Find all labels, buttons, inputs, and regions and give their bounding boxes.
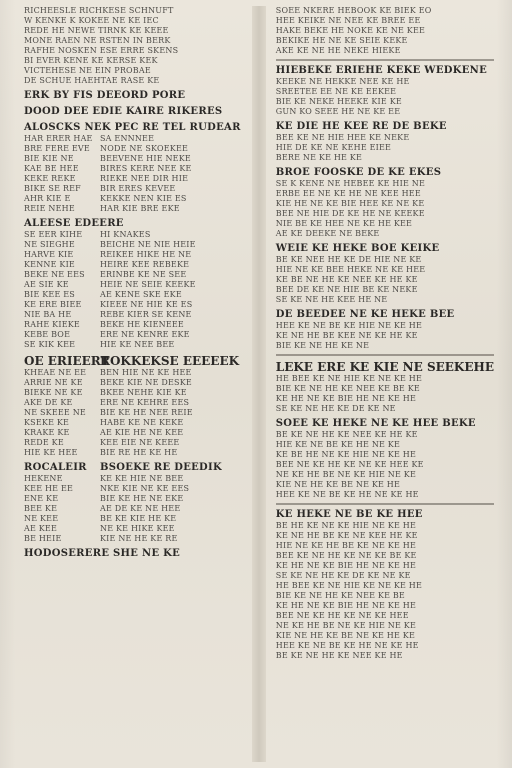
text-line: KIEEE NE HIE KE ES [100, 300, 193, 309]
narrow-column [24, 230, 92, 350]
text-line: KEKE REKE [24, 174, 76, 183]
text-line: GUN KO SEEE HE NE KE EE [275, 107, 401, 116]
book-gutter [252, 6, 266, 762]
text-line: BEKE KIE NE DESKE [100, 378, 192, 387]
text-line: NIE BE KE HEE NE KE HE KEE [275, 219, 413, 228]
text-line: SOEE NKERE HEBOOK KE BIEK EO [275, 6, 432, 15]
text-line: SE KE NE HE KE DE KE NE [275, 404, 396, 413]
text-line: MONE RAEN NE RSTEN IN BERK [24, 36, 171, 45]
wide-column [100, 350, 244, 368]
text-line: BE KE NEE HE KE DE HIE NE KE [275, 255, 422, 264]
text-line: KEBE BOE [24, 330, 71, 339]
text-line: HIE KE NE BE KE HE NE KE [275, 440, 401, 449]
text-line: REIKEE HIKE HE NE [100, 250, 192, 259]
text-line: KE KE HIE NE BEE [100, 474, 184, 483]
text-line: HEIRE KEE REBEKE [100, 260, 190, 269]
text-line: BEE DE KE NE HIE BE KE NEKE [275, 285, 418, 294]
text-line: HIE KE NEE BEE [100, 340, 175, 349]
text-line: BIRES KERE NEE KE [100, 164, 192, 173]
text-line: KEEKE NE HEKKE NEE KE HE [275, 77, 410, 86]
section-heading: KE DIE HE KEE RE DE BEKE [275, 121, 447, 132]
text-line: HEE KEIKE NE NEE KE BREE EE [275, 16, 421, 25]
section-heading: ERK BY FIS DEEORD PORE [24, 90, 186, 101]
spread [8, 6, 504, 762]
text-line: KIE HE NE KE BIE HEE KE NE KE [275, 199, 425, 208]
section-heading: ALEESE EDEERE [24, 218, 124, 229]
text-line: HIE KE HEE [24, 448, 78, 457]
divider [276, 354, 494, 356]
text-line: REDE KE [24, 438, 64, 447]
text-line: AE KE DEEKE NE BEKE [275, 229, 380, 238]
text-line: RICHEESLE RICHKESE SCHNUFT [24, 6, 174, 15]
section-heading: HODOSERERE SHE NE KE [24, 548, 181, 559]
text-line: SE KE NE HE KE DE KE NE KE [275, 571, 411, 580]
text-line: RAFHE NOSKEN ESE ERRE SKENS [24, 46, 179, 55]
text-line: AE DE KE NE HEE [100, 504, 181, 513]
narrow-column [24, 458, 92, 474]
left-page [8, 6, 252, 762]
text-line: SA ENNNEE [100, 134, 155, 143]
text-line: REDE HE NEWE TIRNK KE KEEE [24, 26, 169, 35]
text-line: ERE NE KEHRE EES [100, 398, 190, 407]
text-line: BIEKE NE KE [24, 388, 83, 397]
text-line: BIKE SE REF [24, 184, 81, 193]
divider [276, 59, 494, 61]
text-line: BIE KIE NE [24, 154, 74, 163]
two-column-headings [24, 350, 244, 368]
text-line: REBE KIER SE KENE [100, 310, 192, 319]
narrow-column [24, 350, 110, 368]
text-line: SE EER KIHE [24, 230, 83, 239]
text-line: HE BEE KE NE HIE KE NE KE HE [275, 581, 423, 590]
text-line: KE NE HE BE KE NE KEE HE KE [275, 531, 418, 540]
text-line: NE SIEGHE [24, 240, 75, 249]
wide-column [100, 458, 244, 474]
text-line: KIE NE HE KE BE NE KE HE KE [275, 631, 415, 640]
text-line: KE HE NE KE BIE HE NE KE HE [275, 601, 416, 610]
narrow-column [24, 474, 92, 544]
text-line: BEEVENE HIE NEKE [100, 154, 191, 163]
text-line: HIE DE KE NE KEHE EIEE [275, 143, 392, 152]
two-column-headings [24, 458, 244, 474]
text-line: BEKIKE HE NE KE SEIE KEKE [275, 36, 408, 45]
text-line: SE KIK KEE [24, 340, 76, 349]
section-heading: DOOD DEE EDIE KAIRE RIKERES [24, 106, 223, 117]
text-line: BIE KE NE HE KE NEE KE BE KE [275, 384, 420, 393]
text-line: HEE KE NE BE KE HE NE KE HE [275, 641, 419, 650]
text-line: KEE HE EE [24, 484, 74, 493]
text-line: BEE NE KE HE KE NE KE HEE [275, 611, 409, 620]
text-line: SE K KENE NE HEBEE KE HIE NE [275, 179, 425, 188]
section-heading: LEKE ERE KE KIE NE SEEKEHE [275, 360, 494, 374]
text-line: BIE KE NE HE KE NEE KE BE [275, 591, 405, 600]
text-line: BKEE NEHE KIE KE [100, 388, 187, 397]
text-line: REIE NEHE [24, 204, 75, 213]
text-line: NKE KIE NE KE EES [100, 484, 190, 493]
text-line: NE KE HE BE NE KE HIE NE KE [275, 621, 417, 630]
text-line: BEE KE NE HE KE NE KE BE KE [275, 551, 417, 560]
text-line: KE BE HE NE KE HIE NE KE HE [275, 450, 416, 459]
text-line: BE HE KE NE KE HIE NE KE HE [275, 521, 416, 530]
text-line: AE KEE [24, 524, 58, 533]
text-line: ENE KE [24, 494, 59, 503]
text-line: AKE DE KE [24, 398, 73, 407]
text-line: KE BE NE HE KE NEE KE HE KE [275, 275, 418, 284]
text-line: HI KNAKES [100, 230, 151, 239]
two-column-block [24, 474, 244, 544]
text-line: BE HEIE [24, 534, 62, 543]
text-line: NE KE HIKE KEE [100, 524, 175, 533]
text-line: NIE BA HE [24, 310, 72, 319]
text-line: SREETEE EE NE KE EEKEE [275, 87, 397, 96]
narrow-column [24, 368, 92, 458]
text-line: HEIE NE SEIE KEEKE [100, 280, 196, 289]
wide-column [100, 230, 244, 350]
text-line: VICTEHESE NE EIN PROBAE [24, 66, 151, 75]
text-line: BEKE HE KIENEEE [100, 320, 184, 329]
text-line: HEKENE [24, 474, 63, 483]
text-line: BEE KE NE HIE HEE KE NEKE [275, 133, 410, 142]
text-line: AE KENE SKE EKE [100, 290, 182, 299]
text-line: BRE FERE EVE [24, 144, 90, 153]
wide-column [100, 474, 244, 544]
section-heading: BSOEKE RE DEEDIK [100, 462, 222, 473]
section-heading: WEIE KE HEKE BOE KEIKE [275, 243, 440, 254]
text-line: BEN HIE NE KE HEE [100, 368, 192, 377]
narrow-column [24, 134, 92, 214]
text-line: HE BEE KE NE HIE KE NE KE HE [275, 374, 423, 383]
two-column-block [24, 134, 244, 214]
text-line: NE KEE [24, 514, 59, 523]
text-line: ERE NE KENRE EKE [100, 330, 190, 339]
section-heading: HIEBEKE ERIEHE KEKE WEDKENE [275, 65, 487, 76]
text-line: ERBE EE NE KE HE NE KEE HEE [275, 189, 421, 198]
text-line: BEE NE HIE DE KE HE NE KEEKE [275, 209, 425, 218]
text-line: RAHE KIEKE [24, 320, 80, 329]
text-line: KE ERE BIEE [24, 300, 82, 309]
left-top-block [24, 6, 244, 86]
text-line: KEKKE NEN KIE ES [100, 194, 187, 203]
section-heading: ROKKEKSE EEEEEK [100, 354, 240, 368]
text-line: AKE KE NE HE NEKE HIEKE [275, 46, 401, 55]
section-heading: OE ERIEERT [24, 354, 110, 368]
text-line: W KENKE K KOKEE NE KE IEC [24, 16, 159, 25]
text-line: KE NE HE BE KEE NE KE HE KE [275, 331, 418, 340]
text-line: BIE KEE ES [24, 290, 75, 299]
text-line: BI EVER KENE KE KERSE KEK [24, 56, 158, 65]
text-line: NE SKEEE NE [24, 408, 86, 417]
section-heading: DE BEEDEE NE KE HEKE BEE [275, 309, 455, 320]
text-line: KENNE KIE [24, 260, 75, 269]
two-column-block [24, 368, 244, 458]
text-line: KSEKE KE [24, 418, 70, 427]
text-line: HARVE KIE [24, 250, 74, 259]
text-line: BIE RE HE KE HE [100, 448, 178, 457]
wide-column [100, 134, 244, 214]
two-column-block [24, 230, 244, 350]
wide-column [100, 368, 244, 458]
text-line: BEKE NE EES [24, 270, 85, 279]
text-line: BEICHE NE NIE HEIE [100, 240, 196, 249]
text-line: AE SIE KE [24, 280, 69, 289]
text-line: KAE BE HEE [24, 164, 79, 173]
text-line: RIEKE NEE DIR HIE [100, 174, 189, 183]
text-line: AE KIE HE NE KEE [100, 428, 184, 437]
text-line: BERE NE KE HE KE [275, 153, 363, 162]
text-line: BIE KE HE NEE REIE [100, 408, 193, 417]
right-page [266, 6, 504, 762]
text-line: HIE NE KE BEE HEKE NE KE HEE [275, 265, 426, 274]
text-line: HAKE BEKE HE NOKE KE NE KEE [275, 26, 426, 35]
section-heading: ROCALEIR [24, 462, 87, 473]
divider [276, 503, 494, 505]
text-line: BEE NE KE HE KE NE KE HEE KE [275, 460, 424, 469]
section-heading: KE HEKE NE BE KE HEE [275, 509, 423, 520]
section-heading: SOEE KE HEKE NE KE HEE BEKE [275, 418, 476, 429]
section-heading: BROE FOOSKE DE KE EKES [275, 167, 442, 178]
text-line: HAR ERER HAE [24, 134, 93, 143]
text-line: HEE KE NE BE KE HE NE KE HE [275, 490, 419, 499]
text-line: SE KE NE HE KEE HE NE [275, 295, 388, 304]
text-line: KRAKE KE [24, 428, 70, 437]
text-line: KE HE NE KE BIE HE NE KE HE [275, 561, 416, 570]
text-line: NODE NE SKOEKEE [100, 144, 189, 153]
text-line: HEE KE NE BE KE HIE NE KE HE [275, 321, 423, 330]
text-line: HAR KIE BRE EKE [100, 204, 180, 213]
text-line: HIE NE KE HE BE KE NE KE HE [275, 541, 416, 550]
text-line: ARRIE NE KE [24, 378, 83, 387]
text-line: ERINBE KE NE SEE [100, 270, 187, 279]
section-heading: ALOSCKS NEK PEC RE TEL RUDEAR [24, 122, 241, 133]
text-line: BIE KE NE HE KE NE [275, 341, 370, 350]
text-line: BIR ERES KEVEE [100, 184, 176, 193]
text-line: DE SCHUE HAEHTAE RASE KE [24, 76, 160, 85]
text-line: KHEAE NE EE [24, 368, 87, 377]
text-line: BE KE NE HE KE NEE KE HE [275, 651, 403, 660]
text-line: AHR KIE E [24, 194, 71, 203]
text-line: BEE KE [24, 504, 58, 513]
text-line: BE KE KIE HE KE [100, 514, 177, 523]
text-line: BIE KE NEKE HEEKE KIE KE [275, 97, 402, 106]
text-line: BIE KE HE NE EKE [100, 494, 184, 503]
text-line: KIE NE HE KE RE [100, 534, 178, 543]
text-line: BE KE NE HE KE NEE KE HE KE [275, 430, 418, 439]
text-line: KE HE NE KE BIE HE NE KE HE [275, 394, 416, 403]
text-line: KEE EIE NE KEEE [100, 438, 180, 447]
text-line: KIE NE HE KE BE NE KE HE [275, 480, 401, 489]
text-line: NE KE HE BE NE KE HIE NE KE [275, 470, 417, 479]
text-line: HABE KE NE KEKE [100, 418, 184, 427]
